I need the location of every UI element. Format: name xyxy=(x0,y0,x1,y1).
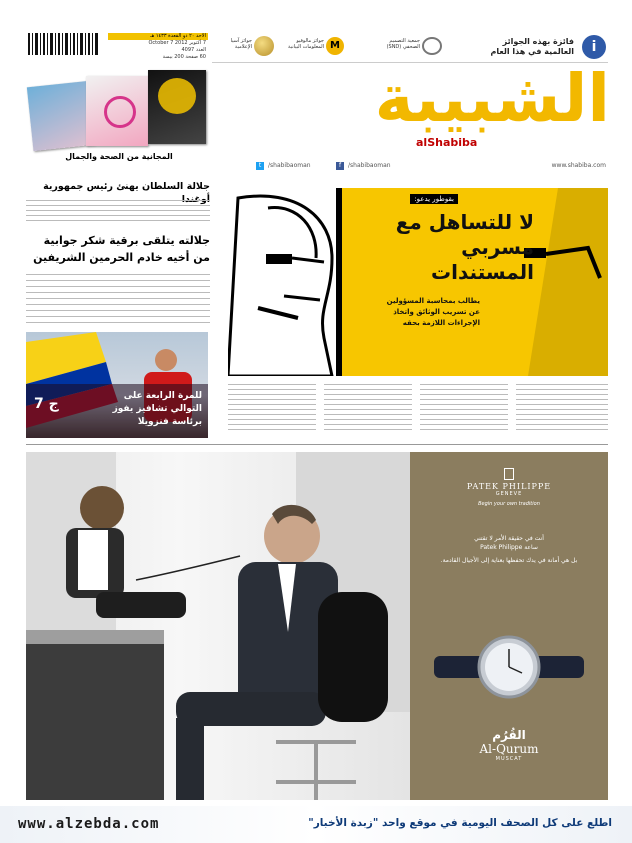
lead-column-3 xyxy=(420,382,508,440)
magazine-cover-1 xyxy=(27,81,95,151)
award-snd: جمعية التصميم الصحفي (SND) xyxy=(386,38,420,50)
patek-logo-block xyxy=(440,468,578,507)
website-url[interactable]: www.shabiba.com xyxy=(551,162,606,169)
patek-brand: PATEK PHILIPPE xyxy=(466,482,552,491)
patek-brand-sub: GENEVE xyxy=(495,491,523,497)
social-row xyxy=(228,162,608,174)
magazine-cover-3 xyxy=(148,70,206,144)
headline-cable: جلالته يتلقى برقية شكر جوابية من أخيه خادم الحرمين الشريفين xyxy=(33,234,210,264)
lead-headline: لا للتساهل مع مسربي المستندات xyxy=(395,210,534,284)
lead-column-1 xyxy=(228,382,316,440)
cable-body xyxy=(26,272,210,326)
ad-copy-line-3: بل هي أمانة في يدك تحفظها بعناية إلى الأجيال القادمة. xyxy=(440,557,578,564)
facebook-handle[interactable]: /shabibaoman xyxy=(268,162,311,169)
award-malofiej: جوائز مالوفيو المعلومات البيانية xyxy=(288,38,324,50)
watch-graphic xyxy=(434,628,584,708)
logo-latin: alShabiba xyxy=(416,136,478,149)
magazine-promo xyxy=(26,66,212,166)
lead-column-2 xyxy=(324,382,412,440)
sultan-body xyxy=(26,198,210,226)
patek-tagline: Begin your own tradition xyxy=(478,501,540,507)
award-medal-icon xyxy=(254,36,274,56)
venezuela-page-ref: ج 7 xyxy=(34,396,59,412)
ad-product-panel xyxy=(410,452,608,800)
awards-strip xyxy=(212,32,608,63)
lead-body-columns xyxy=(228,382,608,440)
price-line: 60 صفحة 200 بيسة xyxy=(162,54,206,60)
patek-emblem-icon xyxy=(504,468,514,480)
awards-title: فائزة بهذه الجوائز العالمية في هذا العام xyxy=(490,37,574,56)
issue-number: العدد 4097 xyxy=(181,47,206,53)
magazine-cover-2 xyxy=(86,76,148,146)
dealer-block xyxy=(430,728,588,762)
footer-url[interactable]: www.alzebda.com xyxy=(18,816,160,832)
date-box xyxy=(108,33,208,61)
dealer-arabic: القُرُم xyxy=(492,728,526,742)
footer-text: اطلع على كل الصحف اليومية في موقع واحد "زبدة الأخبار" xyxy=(308,817,612,829)
footer-banner xyxy=(0,806,632,843)
date-hijri: الاحد ٢٠ ذو القعدة ١٤٣٣ هـ xyxy=(108,33,208,40)
barcode xyxy=(26,33,102,61)
ad-copy-line-1: أنت في حقيقة الأمر لا تقتني xyxy=(474,535,544,542)
venezuela-headline: للمرة الرابعة على التوالي تشافيز يفوز برئاسة فنزويلا xyxy=(112,391,202,427)
masthead-logo xyxy=(250,60,610,156)
dealer-latin: Al-Qurum xyxy=(479,742,539,756)
ad-photo xyxy=(26,452,410,800)
twitter-handle[interactable]: /shabibaoman xyxy=(348,162,391,169)
section-divider xyxy=(26,444,608,445)
venezuela-photo xyxy=(26,332,208,438)
barcode-graphic xyxy=(26,33,102,61)
lead-story xyxy=(228,188,608,376)
info-icon: i xyxy=(582,35,606,59)
lead-column-4 xyxy=(516,382,608,440)
date-gregorian: 7 أكتوبر 2012 October 7 xyxy=(148,40,206,46)
lead-subhead: يطالب بمحاسبة المسؤولين عن تسريب الوثائق واتخاذ الإجراءات اللازمة بحقه xyxy=(386,297,480,327)
logo-arabic: الشبيبة xyxy=(374,60,610,137)
ad-copy-line-2: ساعة Patek Philippe xyxy=(480,544,538,551)
dealer-tag: MUSCAT xyxy=(495,756,523,762)
ad-photo-scene xyxy=(26,452,410,800)
twitter-icon: t xyxy=(256,162,264,170)
facebook-icon: f xyxy=(336,162,344,170)
ad-copy xyxy=(430,534,588,565)
award-m-icon: M xyxy=(326,37,344,55)
award-snd-icon xyxy=(422,37,442,55)
award-asia: جوائز آسيا الإعلامية xyxy=(230,38,252,50)
headline-sultan: جلالة السلطان يهنئ رئيس جمهورية xyxy=(43,181,210,192)
magazine-promo-label: المجانية من الصحة والجمال xyxy=(65,152,173,161)
lead-kicker: بقوطور يدعو: xyxy=(410,194,458,204)
